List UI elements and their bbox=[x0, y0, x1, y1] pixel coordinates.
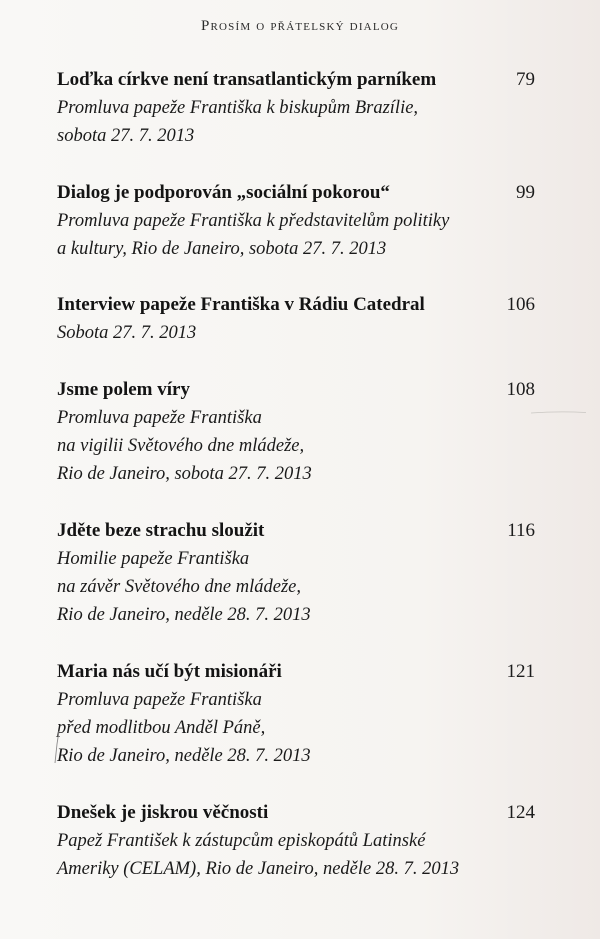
entry-title: Dnešek je jiskrou věčnosti bbox=[57, 802, 269, 823]
entry-page-number: 121 bbox=[506, 661, 535, 682]
entry-subtitle-line: Sobota 27. 7. 2013 bbox=[57, 323, 197, 343]
entry-title: Interview papeže Františka v Rádiu Catedral bbox=[57, 294, 425, 315]
entry-page-number: 106 bbox=[506, 294, 535, 315]
entry-page-number: 124 bbox=[506, 802, 535, 823]
margin-scuff-mark bbox=[531, 411, 586, 414]
entry-page-number: 79 bbox=[516, 69, 535, 90]
entry-subtitle-line: Promluva papeže Františka k představitelům politiky bbox=[57, 211, 450, 231]
running-head: Prosím o přátelský dialog bbox=[200, 18, 400, 34]
entry-page-number: 108 bbox=[506, 379, 535, 400]
entry-subtitle-line: na vigilii Světového dne mládeže, bbox=[57, 436, 305, 456]
toc-entry bbox=[57, 658, 547, 770]
entry-subtitle-line: Ameriky (CELAM), Rio de Janeiro, neděle 28. 7. 2013 bbox=[57, 859, 460, 879]
entry-title: Maria nás učí být misionáři bbox=[57, 661, 282, 682]
entry-subtitle-line: Rio de Janeiro, neděle 28. 7. 2013 bbox=[57, 605, 311, 625]
toc-entry bbox=[57, 66, 547, 150]
toc-entry bbox=[57, 517, 547, 629]
entry-subtitle-line: Promluva papeže Františka bbox=[57, 690, 262, 710]
entry-subtitle-line: Papež František k zástupcům episkopátů Latinské bbox=[57, 831, 426, 851]
toc-entry bbox=[57, 376, 547, 488]
toc-entry bbox=[57, 291, 547, 347]
entry-page-number: 116 bbox=[507, 520, 535, 541]
entry-title: Loďka církve není transatlantickým parníkem bbox=[57, 69, 437, 90]
entry-subtitle-line: Rio de Janeiro, sobota 27. 7. 2013 bbox=[57, 464, 312, 484]
entry-subtitle-line: a kultury, Rio de Janeiro, sobota 27. 7. 2013 bbox=[57, 239, 387, 259]
entry-subtitle-line: sobota 27. 7. 2013 bbox=[57, 126, 195, 146]
entry-subtitle-line: před modlitbou Anděl Páně, bbox=[57, 718, 266, 738]
entry-subtitle-line: Promluva papeže Františka bbox=[57, 408, 262, 428]
entry-subtitle-line: Rio de Janeiro, neděle 28. 7. 2013 bbox=[57, 746, 311, 766]
entry-page-number: 99 bbox=[516, 182, 535, 203]
entry-subtitle-line: Promluva papeže Františka k biskupům Brazílie, bbox=[57, 98, 419, 118]
entry-subtitle-line: Homilie papeže Františka bbox=[57, 549, 250, 569]
pencil-mark bbox=[53, 730, 61, 764]
entry-title: Jděte beze strachu sloužit bbox=[57, 520, 265, 541]
entry-title: Dialog je podporován „sociální pokorou“ bbox=[57, 182, 390, 203]
toc-entry bbox=[57, 179, 547, 263]
entry-title: Jsme polem víry bbox=[57, 379, 190, 400]
toc-entry bbox=[57, 799, 547, 883]
entry-subtitle-line: na závěr Světového dne mládeže, bbox=[57, 577, 302, 597]
